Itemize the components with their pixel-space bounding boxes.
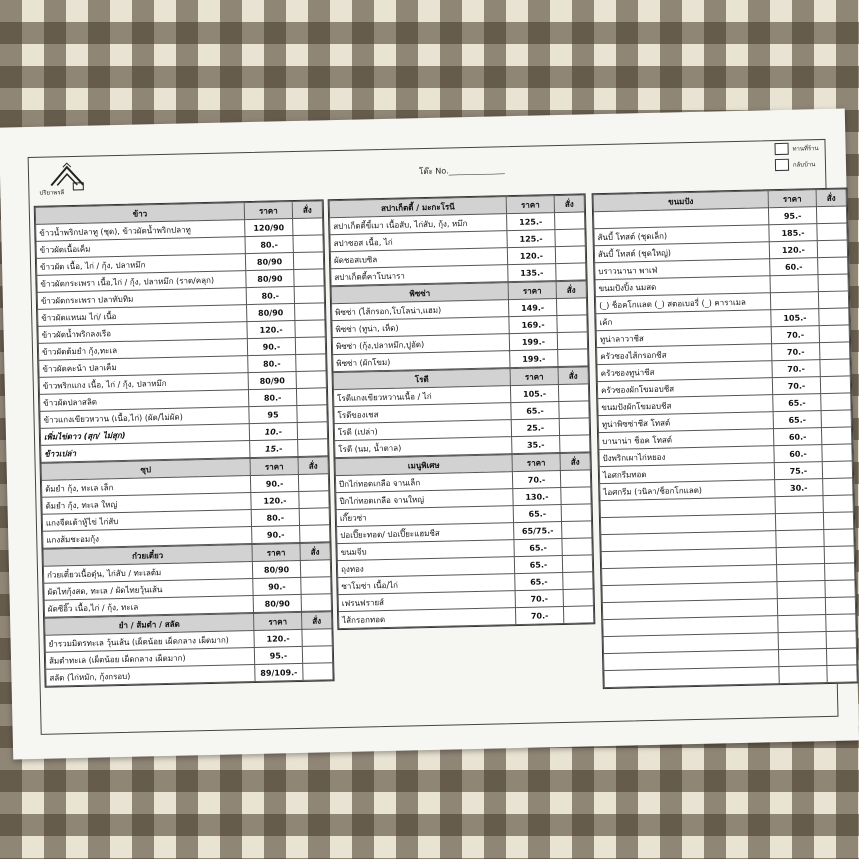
quantity-cell[interactable] bbox=[298, 474, 328, 492]
menu-item-name: บราวนานา พาเฟ่ bbox=[595, 259, 770, 280]
menu-item-name: สปาเก็ตตี้ขี้เมา เนื้อสับ, ไก่สับ, กุ้ง, หมึก bbox=[330, 214, 507, 235]
quantity-cell[interactable] bbox=[302, 629, 332, 647]
quantity-column-header: สั่ง bbox=[560, 453, 590, 471]
menu-item-price: 80.- bbox=[248, 388, 296, 406]
quantity-cell[interactable] bbox=[296, 388, 326, 406]
menu-item-price: 105.- bbox=[771, 309, 819, 327]
menu-item-price: 90.- bbox=[250, 474, 298, 492]
menu-item-price: 120.- bbox=[254, 629, 302, 647]
quantity-cell[interactable] bbox=[293, 235, 323, 253]
menu-item-name: ไอศกรีม (วนิลา/ช็อกโกแลต) bbox=[600, 480, 775, 501]
menu-item-price: 120/90 bbox=[245, 219, 293, 237]
quantity-cell[interactable] bbox=[562, 538, 592, 556]
menu-item-price: 70.- bbox=[512, 471, 560, 489]
noodle-section bbox=[43, 542, 332, 618]
menu-column-right bbox=[592, 187, 859, 689]
salad-section bbox=[44, 611, 333, 687]
quantity-cell[interactable] bbox=[822, 461, 852, 479]
quantity-column-header: สั่ง bbox=[292, 201, 322, 219]
quantity-cell[interactable] bbox=[816, 206, 846, 224]
menu-item-price: 75.- bbox=[774, 462, 822, 480]
quantity-cell[interactable] bbox=[297, 422, 327, 440]
menu-item-name: ปีกไก่ทอดเกลือ จานเล็ก bbox=[335, 472, 512, 493]
menu-item-price: 80/90 bbox=[245, 253, 293, 271]
quantity-cell[interactable] bbox=[563, 589, 593, 607]
quantity-cell[interactable] bbox=[295, 337, 325, 355]
section-title: ข้าว bbox=[35, 203, 244, 225]
quantity-cell[interactable] bbox=[303, 663, 333, 681]
menu-item-name: สันบี้ โทสต์ (ชุดใหญ่) bbox=[594, 242, 769, 263]
quantity-cell[interactable] bbox=[561, 504, 591, 522]
menu-item-name: แกงส้มชะอมกุ้ง bbox=[43, 527, 252, 549]
menu-item-name: โรตี (นม, น้ำตาล) bbox=[335, 437, 512, 458]
quantity-cell[interactable] bbox=[821, 393, 851, 411]
menu-item-name: สปาซอส เนื้อ, ไก่ bbox=[330, 231, 507, 252]
menu-item-name: ผัดซีอิ๊ว เนื้อ,ไก่ / กุ้ง, ทะเล bbox=[44, 596, 253, 618]
quantity-column-header: สั่ง bbox=[298, 457, 328, 475]
quantity-cell[interactable] bbox=[821, 427, 851, 445]
menu-item-price: 199.- bbox=[509, 333, 557, 351]
takeaway-label: กลับบ้าน bbox=[792, 161, 816, 169]
section-title: สปาเก็ตตี้ / มะกะโรนี bbox=[329, 197, 506, 218]
menu-item-price: 30.- bbox=[775, 479, 823, 497]
menu-item-price: 80.- bbox=[251, 508, 299, 526]
menu-item-price: 135.- bbox=[508, 264, 556, 282]
menu-item-name: เค้ก bbox=[596, 310, 771, 331]
menu-item-price: 90.- bbox=[253, 577, 301, 595]
section-title: ยำ / ส้มตำ / สลัด bbox=[45, 614, 254, 636]
section-title: โรตี bbox=[333, 369, 510, 390]
logo-text: ปริยาพรลี bbox=[39, 189, 65, 197]
menu-item-price: 70.- bbox=[515, 589, 563, 607]
menu-item-price: 65.- bbox=[514, 539, 562, 557]
menu-item-price: 80/90 bbox=[247, 304, 295, 322]
menu-item-price: 70.- bbox=[771, 326, 819, 344]
menu-item-name: ทูน่าลาวาชีส bbox=[596, 327, 771, 348]
menu-item-price: 65.- bbox=[511, 402, 559, 420]
menu-item-price: 10.- bbox=[249, 422, 297, 440]
quantity-cell[interactable] bbox=[558, 349, 588, 367]
price-column-header: ราคา bbox=[244, 202, 292, 220]
menu-item-name: (_) ช็อคโกแลต (_) สตอเบอรี่ (_) คาราเมล bbox=[595, 293, 770, 314]
quantity-cell[interactable] bbox=[557, 315, 587, 333]
section-title: พิซซ่า bbox=[331, 283, 508, 304]
quantity-cell[interactable] bbox=[293, 218, 323, 236]
quantity-cell[interactable] bbox=[563, 572, 593, 590]
menu-item-name: ข้าวผัดกระเพรา ปลาทับทิม bbox=[37, 288, 246, 310]
quantity-cell[interactable] bbox=[301, 594, 331, 612]
quantity-cell[interactable] bbox=[818, 257, 848, 275]
menu-frame bbox=[28, 139, 839, 735]
soup-section bbox=[41, 456, 331, 549]
quantity-cell[interactable] bbox=[297, 405, 327, 423]
quantity-cell[interactable] bbox=[293, 252, 323, 270]
rice-section bbox=[35, 200, 329, 462]
menu-item-name: ต้มยำ กุ้ง, ทะเล เล็ก bbox=[41, 476, 250, 498]
menu-item-name: พิซซ่า (ผักโขม) bbox=[333, 351, 510, 372]
menu-item-price: 25.- bbox=[511, 419, 559, 437]
menu-item-price: 95.- bbox=[254, 646, 302, 664]
price-column-header: ราคา bbox=[768, 190, 816, 208]
menu-item-price: 80.- bbox=[245, 236, 293, 254]
menu-item-name: ปังพริกเผาไก่หยอง bbox=[599, 446, 774, 467]
quantity-cell[interactable] bbox=[300, 560, 330, 578]
quantity-cell[interactable] bbox=[820, 376, 850, 394]
menu-item-name: ผัดไทกุ้งสด, ทะเล / ผัดไทยวุ้นเส้น bbox=[44, 579, 253, 601]
menu-item-name: ไส้กรอกทอด bbox=[339, 608, 516, 629]
menu-item-name: ข้าวผัดกระเพรา เนื้อ,ไก่ / กุ้ง, ปลาหมึก (ราด/คลุก) bbox=[37, 271, 246, 293]
menu-item-price: 60.- bbox=[774, 445, 822, 463]
menu-item-price: 60.- bbox=[773, 428, 821, 446]
table-number-field[interactable]: โต๊ะ No.______________ bbox=[418, 165, 505, 177]
menu-item-name: ขนมจีบ bbox=[337, 540, 514, 561]
price-column-header: ราคา bbox=[512, 454, 560, 472]
price-column-header: ราคา bbox=[254, 612, 302, 630]
quantity-cell[interactable] bbox=[817, 240, 847, 258]
menu-item-name: ข้าวผัดปลาสลิด bbox=[39, 390, 248, 412]
menu-item-price: 65.- bbox=[773, 411, 821, 429]
quantity-column-header: สั่ง bbox=[554, 195, 584, 213]
menu-item-name: ครัวซองไส้กรอกชีส bbox=[597, 344, 772, 365]
quantity-cell[interactable] bbox=[818, 274, 848, 292]
menu-item-name: ข้าวผัดน้ำพริกลงเรือ bbox=[38, 322, 247, 344]
menu-item-price: 169.- bbox=[509, 316, 557, 334]
menu-item-price bbox=[770, 275, 818, 293]
menu-item-price: 65.- bbox=[773, 394, 821, 412]
quantity-column-header: สั่ง bbox=[558, 367, 588, 385]
menu-item-price: 60.- bbox=[770, 258, 818, 276]
menu-item-name: เพิ่มไข่ดาว (สุก/ ไม่สุก) bbox=[40, 424, 249, 446]
quantity-cell[interactable] bbox=[296, 371, 326, 389]
menu-item-name: โรตีของเชส bbox=[334, 403, 511, 424]
quantity-cell[interactable] bbox=[295, 303, 325, 321]
menu-item-name: เกี๊ยวซ่า bbox=[336, 506, 513, 527]
menu-item-price: 65.- bbox=[513, 505, 561, 523]
menu-item-name: แกงจืดเต้าหู้ไข่ ไก่สับ bbox=[42, 510, 251, 532]
menu-item-name: ครัวซองผักโขมอบชีส bbox=[597, 378, 772, 399]
menu-item-name: ปอเปี๊ยะทอด/ ปอเปี๊ยะแฮมชีส bbox=[337, 523, 514, 544]
spaghetti-section bbox=[329, 194, 587, 286]
menu-item-price: 199.- bbox=[510, 350, 558, 368]
pizza-section bbox=[331, 280, 589, 372]
menu-sheet bbox=[0, 108, 859, 759]
section-title: ขนมปัง bbox=[593, 191, 768, 212]
menu-item-name: ข้าวน้ำพริกปลาทู (ชุด), ข้าวผัดน้ำพริกปลาทู bbox=[36, 220, 245, 242]
menu-item-price: 80/90 bbox=[252, 560, 300, 578]
menu-item-price: 95.- bbox=[768, 207, 816, 225]
price-column-header: ราคา bbox=[510, 368, 558, 386]
quantity-cell[interactable] bbox=[555, 212, 585, 230]
menu-item-name: ครัวซองทูน่าชีส bbox=[597, 361, 772, 382]
menu-item-name: พิซซ่า (กุ้ง,ปลาหมึก,ปูอัด) bbox=[332, 334, 509, 355]
quantity-cell[interactable] bbox=[300, 525, 330, 543]
quantity-cell[interactable] bbox=[559, 418, 589, 436]
quantity-cell[interactable] bbox=[556, 298, 586, 316]
menu-item-price: 130.- bbox=[513, 488, 561, 506]
quantity-cell[interactable] bbox=[818, 291, 848, 309]
quantity-cell[interactable] bbox=[294, 269, 324, 287]
quantity-cell[interactable] bbox=[820, 359, 850, 377]
menu-item-price: 120.- bbox=[507, 247, 555, 265]
quantity-cell[interactable] bbox=[296, 354, 326, 372]
quantity-cell[interactable] bbox=[299, 508, 329, 526]
menu-item-price: 65.- bbox=[514, 556, 562, 574]
quantity-cell[interactable] bbox=[295, 320, 325, 338]
quantity-column-header: สั่ง bbox=[816, 189, 846, 207]
menu-item-name: ไอศกรีมทอด bbox=[599, 463, 774, 484]
menu-item-name: ข้าวผัดคะน้า ปลาเค็ม bbox=[39, 356, 248, 378]
menu-item-name: โรตี (เปล่า) bbox=[334, 420, 511, 441]
quantity-cell[interactable] bbox=[819, 308, 849, 326]
menu-item-price: 70.- bbox=[772, 377, 820, 395]
menu-item-price: 65/75.- bbox=[514, 522, 562, 540]
menu-item-price bbox=[770, 292, 818, 310]
menu-item-price: 89/109.- bbox=[255, 663, 303, 681]
menu-item-price: 70.- bbox=[772, 360, 820, 378]
menu-item-name: ขนมปังปิ้ง นมสด bbox=[595, 276, 770, 297]
menu-item-price: 70.- bbox=[515, 606, 563, 624]
menu-item-name: พิซซ่า (ไส้กรอก,โบโลน่า,แฮม) bbox=[332, 300, 509, 321]
quantity-column-header: สั่ง bbox=[302, 612, 332, 630]
menu-column-middle bbox=[328, 193, 596, 630]
menu-item-name: พิซซ่า (ทูน่า, เห็ด) bbox=[332, 317, 509, 338]
menu-item-price: 80.- bbox=[246, 287, 294, 305]
menu-item-name: ข้าวพริกแกง เนื้อ, ไก่ / กุ้ง, ปลาหมึก bbox=[39, 373, 248, 395]
price-column-header: ราคา bbox=[508, 282, 556, 300]
menu-item-name: โรตีแกงเขียวหวานเนื้อ / ไก่ bbox=[333, 386, 510, 407]
menu-item-name: ก๋วยเตี๋ยวเนื้อตุ๋น, ไก่สับ / ทะเลต้ม bbox=[43, 562, 252, 584]
special-section bbox=[335, 452, 595, 629]
quantity-column-header: สั่ง bbox=[300, 543, 330, 561]
menu-item-name: สปาเก็ตตี้คาโบนารา bbox=[331, 265, 508, 286]
roti-section bbox=[333, 366, 591, 458]
menu-item-name: สันบี้ โทสต์ (ชุดเล็ก) bbox=[594, 225, 769, 246]
menu-item-name: ข้าวผัดต้มยำ กุ้ง,ทะเล bbox=[38, 339, 247, 361]
quantity-cell[interactable] bbox=[302, 646, 332, 664]
section-title: ก๋วยเตี๋ยว bbox=[43, 545, 252, 567]
price-column-header: ราคา bbox=[250, 457, 298, 475]
price-column-header: ราคา bbox=[252, 543, 300, 561]
quantity-cell[interactable] bbox=[823, 478, 853, 496]
menu-item-price: 125.- bbox=[507, 213, 555, 231]
quantity-cell[interactable] bbox=[555, 246, 585, 264]
dine-in-label: ทานที่ร้าน bbox=[792, 145, 819, 153]
quantity-cell[interactable] bbox=[299, 491, 329, 509]
quantity-cell[interactable] bbox=[820, 342, 850, 360]
menu-item-price: 149.- bbox=[508, 299, 556, 317]
quantity-cell[interactable] bbox=[556, 263, 586, 281]
menu-item-name: ขนมปังผักโขมอบชีส bbox=[598, 395, 773, 416]
menu-item-name: สลัด (ไก่หมัก, กุ้งกรอบ) bbox=[46, 665, 255, 687]
quantity-cell[interactable] bbox=[560, 435, 590, 453]
quantity-cell[interactable] bbox=[562, 555, 592, 573]
quantity-cell[interactable] bbox=[558, 384, 588, 402]
menu-item-name: เฟรนฟรายส์ bbox=[338, 591, 515, 612]
section-title: เมนูพิเศษ bbox=[335, 455, 512, 476]
menu-item-name: ส้มตำทะเล (เผ็ดน้อย เผ็ดกลาง เผ็ดมาก) bbox=[45, 648, 254, 670]
menu-item-name: ทูน่าพิซซ่าชีส โทสต์ bbox=[598, 412, 773, 433]
menu-item-price: 105.- bbox=[510, 385, 558, 403]
quantity-cell[interactable] bbox=[294, 286, 324, 304]
takeaway-checkbox[interactable] bbox=[775, 159, 789, 171]
menu-item-price: 120.- bbox=[251, 491, 299, 509]
menu-item-price: 70.- bbox=[772, 343, 820, 361]
quantity-cell[interactable] bbox=[822, 444, 852, 462]
menu-item-price: 80.- bbox=[248, 355, 296, 373]
menu-item-price: 90.- bbox=[247, 338, 295, 356]
menu-item-price: 80/90 bbox=[253, 594, 301, 612]
menu-item-price: 120.- bbox=[769, 241, 817, 259]
quantity-cell[interactable] bbox=[555, 229, 585, 247]
quantity-cell[interactable] bbox=[301, 577, 331, 595]
quantity-cell[interactable] bbox=[557, 332, 587, 350]
section-title: ซุป bbox=[41, 459, 250, 481]
price-column-header: ราคา bbox=[506, 196, 554, 214]
quantity-cell[interactable] bbox=[821, 410, 851, 428]
dessert-section bbox=[593, 188, 858, 688]
menu-item-price: 80/90 bbox=[246, 270, 294, 288]
menu-item-price: 35.- bbox=[512, 436, 560, 454]
menu-item-price: 120.- bbox=[247, 321, 295, 339]
menu-item-name: ข้าวเปล่า bbox=[41, 441, 250, 463]
order-type-options bbox=[774, 142, 819, 175]
menu-item-name: ยำรวมมิตรทะเล วุ้นเส้น (เผ็ดน้อย เผ็ดกลาง เผ็ดมาก) bbox=[45, 631, 254, 653]
menu-item-name: ซาโมซ่า เนื้อ/ไก่ bbox=[338, 574, 515, 595]
menu-item-name: ข้าวผัดแหนม ไก่/ เนื้อ bbox=[38, 305, 247, 327]
menu-item-price: 125.- bbox=[507, 230, 555, 248]
quantity-cell[interactable] bbox=[559, 401, 589, 419]
menu-item-name: ผัดชอสเบซิล bbox=[330, 248, 507, 269]
menu-item-price: 90.- bbox=[252, 525, 300, 543]
menu-item-name: ถุงทอง bbox=[337, 557, 514, 578]
menu-item-name: ข้าวผัด เนื้อ, ไก่ / กุ้ง, ปลาหมึก bbox=[36, 254, 245, 276]
menu-column-left bbox=[34, 199, 335, 687]
menu-item-price: 80/90 bbox=[248, 372, 296, 390]
quantity-cell[interactable] bbox=[819, 325, 849, 343]
quantity-cell[interactable] bbox=[817, 223, 847, 241]
dine-in-checkbox[interactable] bbox=[774, 143, 788, 155]
menu-item-name: ปีกไก่ทอดเกลือ จานใหญ่ bbox=[336, 489, 513, 510]
quantity-cell[interactable] bbox=[298, 439, 328, 457]
quantity-cell[interactable] bbox=[560, 470, 590, 488]
menu-item-name: ข้าวผัดเนื้อเค็ม bbox=[36, 237, 245, 259]
quantity-cell[interactable] bbox=[561, 487, 591, 505]
menu-item-name: ข้าวแกงเขียวหวาน (เนื้อ,ไก่) (ผัด/ไม่ผัด) bbox=[40, 407, 249, 429]
quantity-column-header: สั่ง bbox=[556, 281, 586, 299]
menu-item-price: 95 bbox=[249, 405, 297, 423]
menu-item-price: 65.- bbox=[515, 573, 563, 591]
menu-item-name: บานาน่า ช็อค โทสต์ bbox=[599, 429, 774, 450]
quantity-cell[interactable] bbox=[562, 521, 592, 539]
menu-item-price: 185.- bbox=[769, 224, 817, 242]
menu-item-name: ต้มยำ กุ้ง, ทะเล ใหญ่ bbox=[42, 493, 251, 515]
quantity-cell[interactable] bbox=[563, 606, 593, 624]
menu-item-price: 15.- bbox=[250, 439, 298, 457]
